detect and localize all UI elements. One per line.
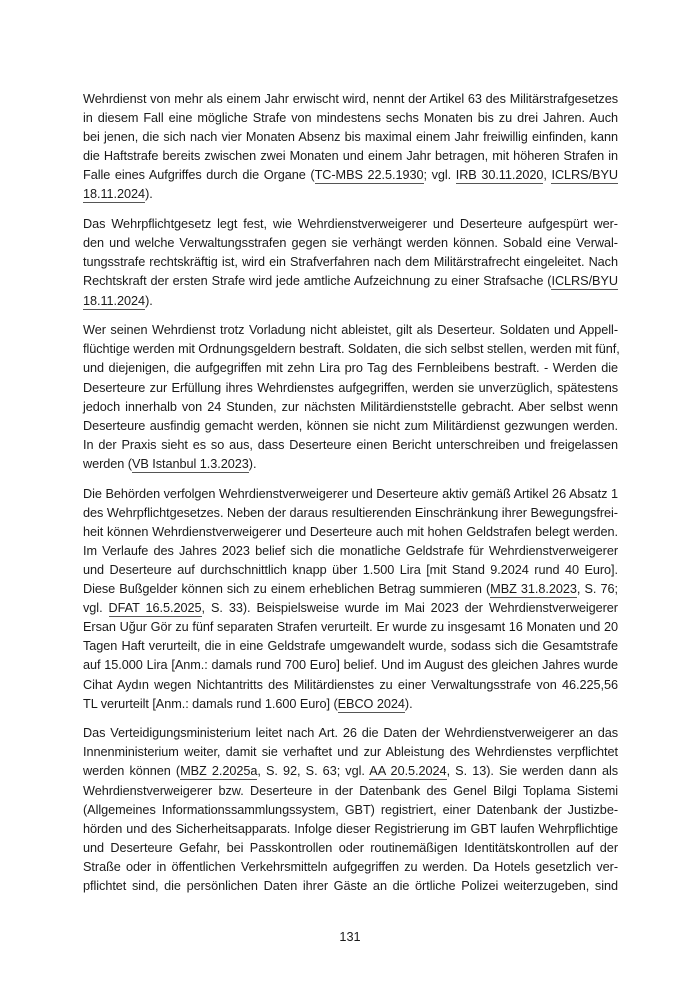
text-line (83, 340, 618, 359)
paragraph (83, 321, 618, 474)
text-segment: Cihat Aydın wegen Nichtantritts des Militärdienstes zu einer Verwaltungsstrafe von 46.225,56 (83, 677, 618, 692)
text-segment: Wehrdienst von mehr als einem Jahr erwischt wird, nennt der Artikel 63 des Militärstrafgesetzes (83, 92, 618, 106)
paragraph (83, 485, 618, 714)
text-line (83, 359, 618, 378)
text-line (83, 455, 618, 474)
text-segment: auf 15.000 Lira [Anm.: damals rund 700 Euro] belief. Und im August des gleichen Jahres wurde (83, 658, 618, 673)
text-segment: , (543, 168, 552, 183)
source-reference-link[interactable]: MBZ 31.8.2023 (490, 582, 577, 597)
text-segment: Tagen Haft verurteilt, die in eine Geldstrafe umgewandelt wurde, sodass sich die Gesamtstrafe (83, 639, 618, 654)
text-segment: werden können ( (83, 764, 181, 779)
text-segment: und Deserteure Gefahr, bei Passkontrollen oder routinemäßigen Identitätskontrollen auf der (83, 840, 618, 855)
text-segment: ). (404, 696, 413, 711)
source-reference-link[interactable]: MBZ 2.2025a (180, 764, 258, 779)
text-segment: ). (248, 456, 257, 471)
text-line (83, 839, 618, 858)
text-line (83, 801, 618, 820)
source-reference-link[interactable]: 18.11.2024 (83, 187, 146, 202)
text-segment: vgl. (83, 601, 109, 616)
text-segment: Straße oder in öffentlichen Verkehrsmitteln aufgegriffen zu werden. Da Hotels gesetzlich ver- (83, 859, 618, 874)
source-reference-link[interactable]: 18.11.2024 (83, 293, 146, 308)
text-line (83, 436, 618, 455)
text-line (83, 417, 618, 436)
text-segment: die Haftstrafe bereits zwischen zwei Monaten und einem Jahr betragen, mit höheren Strafen in (83, 149, 618, 164)
text-line (83, 542, 618, 561)
source-reference-link[interactable]: VB Istanbul 1.3.2023 (131, 456, 249, 471)
text-segment: den und welche Verwaltungsstrafen gegen sie verhängt werden können. Sobald eine Verwal- (83, 236, 618, 251)
text-line (83, 215, 618, 234)
text-segment: werden ( (83, 456, 132, 471)
text-line (83, 109, 618, 128)
text-segment: und diejenigen, die aufgegriffen mit zehn Lira pro Tag des Fernbleibens bestraft. - Werden die (83, 361, 618, 376)
text-segment: Deserteure zur Erfüllung ihres Wehrdienstes aufgegriffen, werden sie unverzüglich, spätestens (83, 380, 618, 395)
text-segment: ). (145, 293, 153, 308)
text-segment: Falle eines Aufgriffes durch die Organe ( (83, 168, 315, 183)
text-segment: In der Praxis sieht es so aus, dass Deserteure einen Bericht unterschreiben und freigelassen (83, 437, 618, 452)
text-line (83, 147, 618, 166)
text-line (83, 523, 618, 542)
text-line (83, 321, 618, 340)
text-segment: (Allgemeines Informationssammlungssystem, GBT) registriert, einer Datenbank der Justizbe- (83, 802, 618, 817)
text-segment: bei jenen, die sich nach vier Monaten Absenz bis maximal einem Jahr freiwillig einfinden, kann (83, 130, 618, 145)
source-reference-link[interactable]: ICLRS/BYU (551, 274, 618, 289)
text-segment: Die Behörden verfolgen Wehrdienstverweigerer und Deserteure aktiv gemäß Artikel 26 Absatz 1 (83, 486, 618, 501)
text-line (83, 599, 618, 618)
text-line (83, 618, 618, 637)
text-line (83, 185, 618, 204)
text-line (83, 90, 618, 109)
text-segment: hörden und des Sicherheitsapparats. Infolge dieser Registrierung im GBT laufen Wehrpflichtige (83, 821, 618, 836)
text-line (83, 485, 618, 504)
text-line (83, 656, 618, 675)
text-segment: Rechtskraft der ersten Strafe wird jede amtliche Aufzeichnung zu einer Strafsache ( (83, 274, 552, 289)
text-line (83, 272, 618, 291)
text-line (83, 762, 618, 781)
text-segment: ; vgl. (423, 168, 456, 183)
text-segment: Diese Bußgelder können sich zu einem erheblichen Betrag summieren ( (83, 582, 491, 597)
text-line (83, 695, 618, 714)
text-line (83, 128, 618, 147)
text-segment: Das Verteidigungsministerium leitet nach Art. 26 die Daten der Wehrdienstverweigerer an das (83, 726, 618, 741)
text-segment: Ersan Uğur Gör zu fünf separaten Strafen verurteilt. Er wurde zu insgesamt 16 Monaten und 20 (83, 620, 618, 635)
text-line (83, 724, 618, 743)
text-line (83, 580, 618, 599)
text-line (83, 877, 618, 896)
paragraph (83, 724, 618, 896)
text-line (83, 820, 618, 839)
text-line (83, 253, 618, 272)
text-line (83, 166, 618, 185)
text-line (83, 637, 618, 656)
text-segment: TL verurteilt [Anm.: damals rund 1.600 Euro] ( (83, 696, 338, 711)
text-segment: in diesem Fall eine mögliche Strafe von mindestens sechs Monaten bis zu drei Jahren. Auch (83, 111, 618, 126)
text-segment: Deserteure ausfindig gemacht werden, können sie nicht zum Militärdienst gezwungen werden. (83, 418, 618, 433)
text-segment: pflichtet sind, die persönlichen Daten ihrer Gäste an die örtliche Polizei weiterzugeben, sind (83, 879, 618, 894)
text-segment: Wer seinen Wehrdienst trotz Vorladung nicht ableistet, gilt als Deserteur. Soldaten und Appell- (83, 323, 618, 338)
text-line (83, 379, 618, 398)
page-number: 131 (339, 930, 361, 944)
text-segment: , S. 92, S. 63; vgl. (257, 764, 370, 779)
text-segment: ). (145, 187, 153, 202)
text-segment: Innenministerium weiter, damit sie verhaftet und zur Ableistung des Wehrdienstes verpflichtet (83, 745, 618, 760)
text-segment: , S. 33). Beispielsweise wurde im Mai 2023 der Wehrdienstverweigerer (201, 601, 618, 616)
text-line (83, 858, 618, 877)
paragraph (83, 215, 618, 310)
source-reference-link[interactable]: TC-MBS 22.5.1930 (314, 168, 424, 183)
text-line (83, 504, 618, 523)
text-line (83, 782, 618, 801)
text-line (83, 743, 618, 762)
text-line (83, 398, 618, 417)
text-segment: Im Verlaufe des Jahres 2023 belief sich die monatliche Geldstrafe für Wehrdienstverweigerer (83, 543, 618, 558)
source-reference-link[interactable]: IRB 30.11.2020 (455, 168, 544, 183)
text-line (83, 234, 618, 253)
text-segment: , S. 76; (576, 582, 618, 597)
text-segment: heit können Wehrdienstverweigerer und Deserteure auch mit hohen Geldstrafen belegt werden. (83, 524, 618, 539)
text-segment: flüchtige werden mit Ordnungsgeldern bestraft. Soldaten, die sich selbst stellen, werden mit fünf, (83, 342, 620, 357)
text-line (83, 292, 618, 311)
document-body (83, 90, 618, 907)
text-segment: und Deserteure auf durchschnittlich knapp über 1.500 Lira [mit Stand 9.2024 rund 40 Euro]. (83, 562, 618, 577)
text-line (83, 676, 618, 695)
source-reference-link[interactable]: ICLRS/BYU (551, 168, 618, 183)
text-segment: Das Wehrpflichtgesetz legt fest, wie Wehrdienstverweigerer und Deserteure aufgespürt wer- (83, 217, 618, 232)
source-reference-link[interactable]: DFAT 16.5.2025 (108, 601, 202, 616)
text-line (83, 561, 618, 580)
text-segment: Wehrdienstverweigerer bzw. Deserteure in der Datenbank des Genel Bilgi Toplama Sistemi (83, 783, 618, 798)
paragraph (83, 90, 618, 205)
text-segment: , S. 13). Sie werden dann als (446, 764, 619, 779)
source-reference-link[interactable]: EBCO 2024 (337, 696, 405, 711)
text-segment: jedoch innerhalb von 24 Stunden, zur nächsten Militärdienststelle gebracht. Aber selbst wenn (83, 399, 618, 414)
source-reference-link[interactable]: AA 20.5.2024 (369, 764, 447, 779)
text-segment: des Wehrpflichtgesetzes. Neben der daraus resultierenden Einschränkung ihrer Bewegungsfrei- (83, 505, 618, 520)
text-segment: tungsstrafe rechtskräftig ist, wird ein Strafverfahren nach dem Militärstrafrecht eingeleitet. Nach (83, 255, 618, 270)
